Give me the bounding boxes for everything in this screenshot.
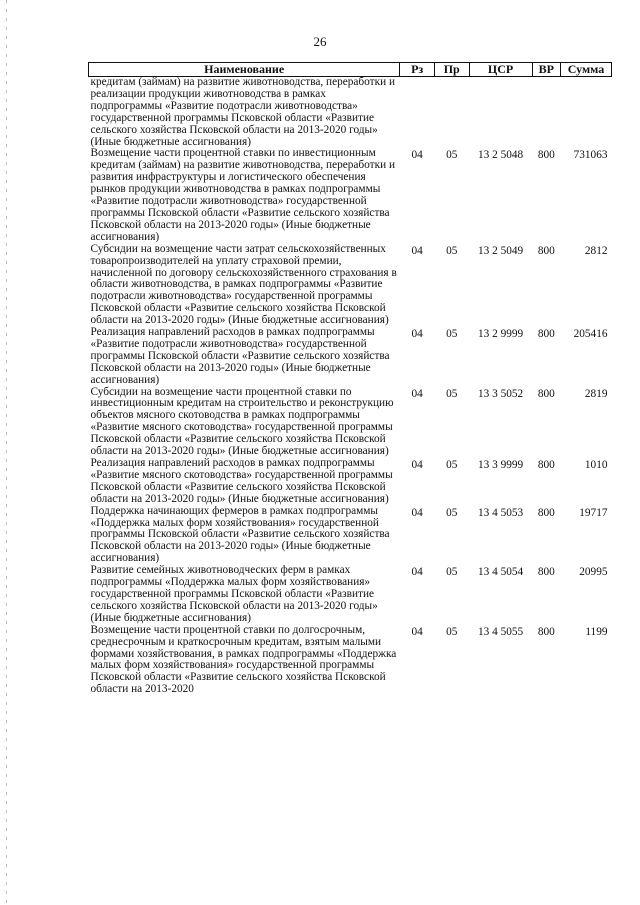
row-name: Субсидии на возмещение части затрат сельскохозяйственных товаропроизводителей на уплату страховой премии, начисленной по договору сельскохозяйственного страхования в области животноводства, в рамках подпрограммы «Развитие подотрасли животноводства» государственной программы Псковской области «Развитие сельского хозяйства Псковской области на 2013-2020 годы» (Иные бюджетные ассигнования) — [90, 242, 397, 327]
row-name: Поддержка начинающих фермеров в рамках подпрограммы «Поддержка малых форм хозяйствования» государственной программы Псковской области «Развитие сельского хозяйства Псковской области на 2013-2020 годы» (Иные бюджетные ассигнования) — [90, 504, 390, 565]
table-row — [89, 148, 612, 243]
row-csr: 13 4 5054 — [477, 566, 524, 579]
row-name: Возмещение части процентной ставки по долгосрочным, среднесрочным и краткосрочным кредитам, взятым малыми формами хозяйствования, в рамках подпрограммы «Поддержка малых форм хозяйствования» государственной программы Псковской области «Развитие сельского хозяйства Псковской области на 2013-2020 — [90, 623, 397, 696]
row-pr: 05 — [446, 566, 458, 579]
row-name: Развитие семейных животноводческих ферм в рамках подпрограммы «Поддержка малых форм хозяйствования» государственной программы Псковской области «Развитие сельского хозяйства Псковской области на 2013-2020 годы» (Иные бюджетные ассигнования) — [90, 564, 378, 624]
table-row — [89, 387, 612, 458]
table-row — [89, 244, 612, 327]
header-rz: Рз — [400, 63, 435, 77]
row-vr: 800 — [537, 459, 555, 471]
row-sum: 1199 — [585, 625, 608, 638]
table-row — [89, 327, 612, 387]
table-row — [89, 506, 612, 566]
row-vr: 800 — [537, 328, 555, 341]
row-name: Возмещение части процентной ставки по инвестиционным кредитам (займам) на развитие животноводства, переработки и развития инфраструктуры и логистического обеспечения рынков продукции животноводства в рамках подпрограммы «Развитие подотрасли животноводства» государственной программы Псковской области «Развитие сельского хозяйства Псковской области на 2013-2020 годы» (Иные бюджетные ассигнования) — [90, 147, 396, 243]
row-csr — [469, 77, 532, 149]
header-name: Наименование — [89, 63, 400, 77]
table-row — [89, 625, 612, 696]
row-sum: 20995 — [579, 566, 608, 579]
row-sum — [561, 77, 612, 149]
table-row — [89, 77, 612, 149]
row-sum: 1010 — [584, 459, 608, 471]
row-pr: 05 — [446, 506, 458, 519]
page-number: 26 — [313, 34, 327, 49]
header-pr: Пр — [434, 63, 469, 77]
row-sum: 2812 — [584, 244, 608, 257]
row-sum: 205416 — [573, 328, 608, 341]
row-csr: 13 4 5055 — [477, 625, 524, 638]
row-pr: 05 — [446, 625, 458, 638]
table-row — [89, 458, 612, 506]
row-rz: 04 — [411, 459, 423, 471]
row-vr: 800 — [537, 566, 555, 579]
row-pr — [434, 77, 469, 149]
row-rz — [400, 77, 435, 149]
header-sum: Сумма — [561, 63, 612, 77]
row-csr: 13 2 5049 — [477, 244, 524, 257]
row-name: Реализация направлений расходов в рамках подпрограммы «Развитие мясного скотоводства» государственной программы Псковской области «Развитие сельского хозяйства Псковской области на 2013-2020 годы» (Иные бюджетные ассигнования) — [90, 457, 393, 505]
row-name: кредитам (займам) на развитие животноводства, переработки и реализации продукции животноводства в рамках подпрограммы «Развитие подотрасли животноводства» государственной программы Псковской области «Развитие сельского хозяйства Псковской области на 2013-2020 годы» (Иные бюджетные ассигнования) — [90, 76, 396, 148]
row-pr: 05 — [446, 244, 458, 257]
row-rz: 04 — [411, 149, 423, 162]
row-vr: 800 — [537, 625, 555, 638]
row-csr: 13 3 9999 — [477, 459, 524, 471]
row-rz: 04 — [411, 328, 423, 341]
row-name: Субсидии на возмещение части процентной ставки по инвестиционным кредитам на строительство и реконструкцию объектов мясного скотоводства в рамках подпрограммы «Развитие мясного скотоводства» государственной программы Псковской области «Развитие сельского хозяйства Псковской области на 2013-2020 годы» (Иные бюджетные ассигнования) — [90, 385, 394, 458]
row-pr: 05 — [446, 387, 458, 400]
row-csr: 13 2 5048 — [477, 149, 524, 162]
header-csr: ЦСР — [469, 63, 532, 77]
row-sum: 19717 — [579, 506, 608, 519]
row-vr: 800 — [537, 149, 555, 162]
table-header-row — [89, 63, 612, 77]
row-csr: 13 4 5053 — [477, 506, 524, 519]
row-vr: 800 — [537, 506, 555, 519]
row-csr: 13 2 9999 — [477, 328, 524, 341]
row-rz: 04 — [411, 244, 423, 257]
row-sum: 2819 — [584, 387, 608, 400]
row-pr: 05 — [446, 149, 458, 162]
row-sum: 731063 — [573, 149, 608, 162]
row-pr: 05 — [446, 328, 458, 341]
table-row — [89, 565, 612, 625]
row-vr — [532, 77, 560, 149]
scan-edge-mark — [6, 0, 7, 905]
row-csr: 13 3 5052 — [477, 387, 524, 400]
row-rz: 04 — [411, 625, 423, 638]
row-name: Реализация направлений расходов в рамках подпрограммы «Развитие подотрасли животноводства» государственной программы Псковской области «Развитие сельского хозяйства Псковской области на 2013-2020 годы» (Иные бюджетные ассигнования) — [90, 326, 390, 386]
budget-table — [88, 62, 612, 696]
row-rz: 04 — [411, 506, 423, 519]
row-rz: 04 — [411, 566, 423, 579]
header-vr: ВР — [532, 63, 560, 77]
row-pr: 05 — [446, 459, 458, 471]
row-vr: 800 — [537, 244, 555, 257]
row-rz: 04 — [411, 387, 423, 400]
row-vr: 800 — [537, 387, 555, 400]
